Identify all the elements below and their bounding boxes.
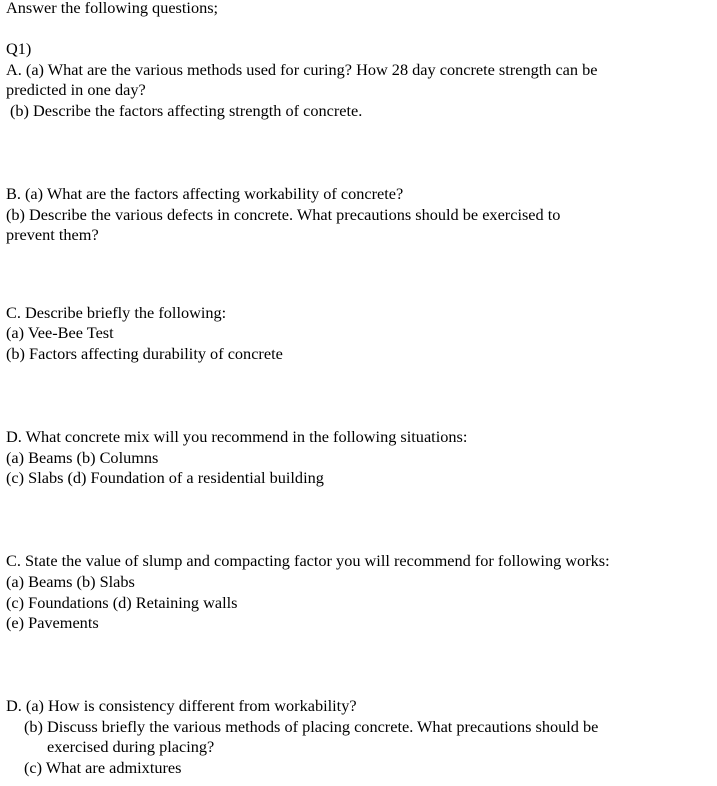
- instructions-text: Answer the following questions;: [6, 0, 219, 17]
- section-d2-line-4: (c) What are admixtures: [24, 758, 182, 777]
- section-a-line-3: (b) Describe the factors affecting strength of concrete.: [10, 101, 363, 120]
- section-d2-line-2: (b) Discuss briefly the various methods of placing concrete. What precautions should be: [24, 717, 599, 736]
- section-d-line-2: (a) Beams (b) Columns: [6, 448, 159, 467]
- section-c-line-1: C. Describe briefly the following:: [6, 303, 227, 322]
- section-a-line-2: predicted in one day?: [6, 80, 146, 99]
- section-d2-line-3: exercised during placing?: [47, 737, 215, 756]
- section-c2-line-3: (c) Foundations (d) Retaining walls: [6, 593, 238, 612]
- section-d2-line-1: D. (a) How is consistency different from workability?: [6, 696, 357, 715]
- section-c2-line-1: C. State the value of slump and compacting factor you will recommend for following works:: [6, 551, 610, 570]
- section-c2-line-4: (e) Pavements: [6, 613, 99, 632]
- section-d-line-1: D. What concrete mix will you recommend in the following situations:: [6, 427, 468, 446]
- section-a-line-1: A. (a) What are the various methods used for curing? How 28 day concrete strength can be: [6, 60, 598, 79]
- section-c2-line-2: (a) Beams (b) Slabs: [6, 572, 135, 591]
- section-b-line-3: prevent them?: [6, 225, 99, 244]
- section-c-line-2: (a) Vee-Bee Test: [6, 323, 114, 342]
- section-d-line-3: (c) Slabs (d) Foundation of a residential building: [6, 468, 324, 487]
- section-b-line-1: B. (a) What are the factors affecting workability of concrete?: [6, 184, 404, 203]
- question-label: Q1): [6, 39, 32, 58]
- section-c-line-3: (b) Factors affecting durability of concrete: [6, 344, 283, 363]
- section-b-line-2: (b) Describe the various defects in concrete. What precautions should be exercised to: [6, 205, 561, 224]
